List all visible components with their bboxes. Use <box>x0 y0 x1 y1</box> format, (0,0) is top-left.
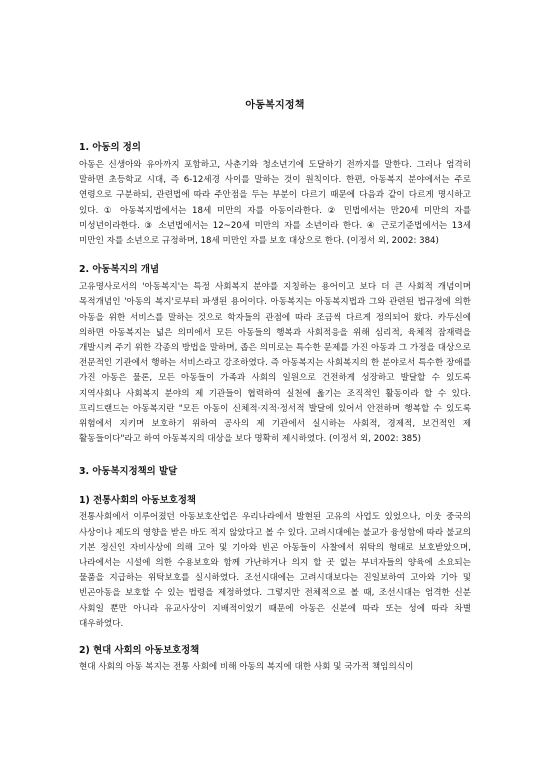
section-child-definition <box>79 141 471 249</box>
section-policy-development <box>79 465 471 478</box>
section-heading: 2. 아동복지의 개념 <box>79 264 160 276</box>
subsection-heading: 2) 현대 사회의 아동보호정책 <box>79 645 200 657</box>
section-body: 아동은 신생아와 유아까지 포함하고, 사춘기와 청소년기에 도달하기 전까지를 말한다. 그러나 엄격히 말하면 초등학교 시대, 즉 6-12세경 사이를 말하는 것이 원칙이다. 한편, 아동복지 분야에서는 주로 연령으로 구분하되, 관련법에 따라 주안점을 두는 부분이 다르기 때문에 다음과 같이 다르게 명시하고 있다. ① 아동복지법에서는 18세 미만의 자를 아동이라한다. ② 민법에서는 만20세 미만의 자를 미성년이라한다. ③ 소년법에서는 12~20세 미만의 자를 소년이라 한다. ④ 근로기준법에서는 13세 미만인 자를 소년으로 규정하며, 18세 미만인 자를 보호 대상으로 한다. (이정서 외, 2002: 384) <box>79 160 471 247</box>
subsection-body: 현대 사회의 아동 복지는 전통 사회에 비해 아동의 복지에 대한 사회 및 국가적 책임의식이 <box>79 662 414 673</box>
subsection-heading: 1) 전통사회의 아동보호정책 <box>79 495 196 507</box>
section-child-welfare-concept <box>79 263 471 447</box>
section-heading: 3. 아동복지정책의 발달 <box>79 466 178 478</box>
subsection-body: 전통사회에서 이루어졌던 아동보호산업은 우리나라에서 발현된 고유의 사업도 있었으나, 이웃 중국의 사상이나 제도의 영향을 받은 바도 적지 않았다고 볼 수 있다. 고려시대에는 불교가 융성함에 따라 불교의 기본 정신인 자비사상에 의해 고아 및 기아와 빈곤 아동들이 사찰에서 위탁의 형태로 보호받았으며, 나라에서는 시설에 의한 수용보호와 함께 가난하거나 의지 할 곳 없는 부녀자들의 양육에 소요되는 물품을 지급하는 위탁보호를 실시하였다. 조선시대에는 고려시대보다는 진일보하여 고아와 기아 및 빈곤아동을 보호할 수 있는 법령을 제정하였다. 그렇지만 전체적으로 볼 때, 조선시대는 엄격한 신분 사회일 뿐만 아니라 유교사상이 지배적이었기 때문에 아동은 신분에 따라 또는 성에 따라 차별 대우하였다. <box>79 512 471 629</box>
document-title: 아동복지정책 <box>245 100 305 111</box>
section-body: 고유명사로서의 '아동복지'는 특정 사회복지 분야를 지칭하는 용어이고 보다 더 큰 사회적 개념이며 목적개념인 '아동의 복지'로부터 파생된 용어이다. 아동복지는 아동복지법과 그와 관련된 법규정에 의한 아동을 위한 서비스를 말하는 것으로 학자들의 관점에 따라 조금씩 다르게 정의되어 왔다. 카두신에 의하면 아동복지는 넓은 의미에서 모든 아동들의 행복과 사회적응을 위해 심리적, 육체적 잠재력을 개발시켜 주기 위한 각종의 방법을 말하며, 좁은 의미로는 특수한 문제를 가진 아동과 그 가정을 대상으로 전문적인 기관에서 행하는 서비스라고 강조하였다. 즉 아동복지는 사회복지의 한 분야로서 특수한 장애를 가진 아동은 물론, 모든 아동들이 가족과 사회의 일원으로 건전하게 성장하고 발달할 수 있도록 지역사회나 사회복지 분야의 제 기관들이 협력하여 실천에 옮기는 조직적인 활동이라 할 수 있다. 프리드랜드는 아동복지란 "모든 아동이 신체적·지적·정서적 발달에 있어서 안전하며 행복할 수 있도록 위험에서 지키며 보호하기 위하여 공사의 제 기관에서 실시하는 사회적, 경제적, 보건적인 제 활동들이다"라고 하여 아동복지의 대상을 보다 명확히 제시하였다. (이정서 외, 2002: 385) <box>79 282 471 445</box>
subsection-traditional <box>79 494 471 632</box>
subsection-modern <box>79 644 471 675</box>
section-heading: 1. 아동의 정의 <box>79 142 141 153</box>
